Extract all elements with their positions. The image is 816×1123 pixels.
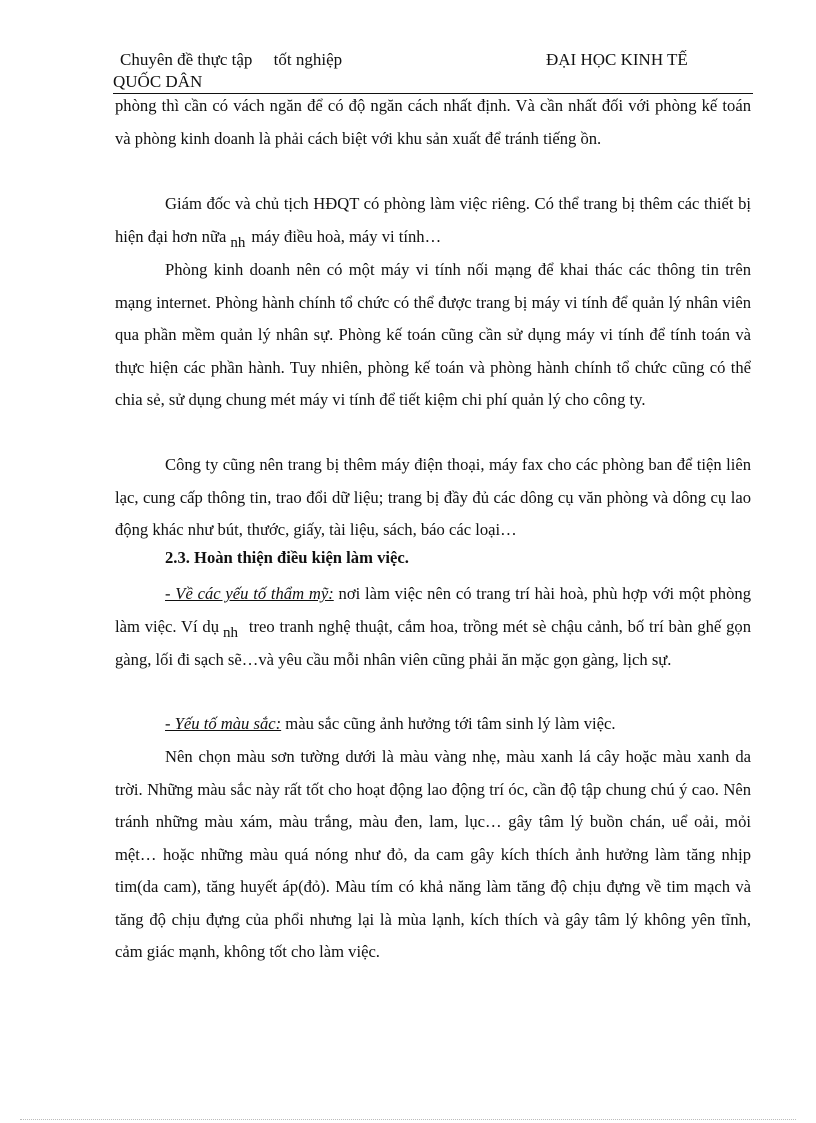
page-bottom-divider bbox=[20, 1119, 796, 1120]
paragraph-2-subscript: nh bbox=[230, 234, 246, 251]
paragraph-6 bbox=[115, 708, 751, 741]
paragraph-7: Nên chọn màu sơn tường dưới là màu vàng nhẹ, màu xanh lá cây hoặc màu xanh da trời. Những màu sắc này rất tốt cho hoạt động lao động trí óc, cần độ tập chung chú ý cao. Nên tránh những màu xám, màu trắng, màu đen, lam, lục… gây tâm lý buồn chán, uể oải, mỏi mệt… hoặc những màu quá nóng như đỏ, da cam gây kích thích ảnh hưởng làm tăng nhịp tim(da cam), tăng huyết áp(đỏ). Màu tím có khả năng làm tăng độ chịu đựng về tim mạch và tăng độ chịu đựng của phổi nhưng lại là mùa lạnh, kích thích và gây tâm lý không yên tĩnh, cảm giác mạnh, không tốt cho làm việc. bbox=[115, 747, 751, 961]
section-heading: 2.3. Hoàn thiện điều kiện làm việc. bbox=[165, 548, 409, 567]
paragraph-4: Công ty cũng nên trang bị thêm máy điện thoại, máy fax cho các phòng ban để tiện liên lạc, cung cấp thông tin, trao đổi dữ liệu; trang bị đầy đủ các dông cụ văn phòng và dông cụ lao động khác như bút, thước, giấy, tài liệu, sách, báo các loại… bbox=[115, 455, 751, 539]
paragraph-5-label: - Về các yếu tố thẩm mỹ: bbox=[165, 584, 334, 603]
paragraph-5-text-b: treo tranh nghệ thuật, cắm hoa, trồng mét sè chậu cảnh, bố trí bàn ghế gọn gàng, lối đi sạch sẽ…và yêu cầu mỗi nhân viên cũng phải ăn mặc gọn gàng, lịch sự. bbox=[115, 616, 751, 669]
header-left-line2: QUỐC DÂN bbox=[113, 72, 203, 91]
paragraph-3: Phòng kinh doanh nên có một máy vi tính nối mạng để khai thác các thông tin trên mạng internet. Phòng hành chính tổ chức có thể được trang bị máy vi tính để quản lý nhân viên qua phần mềm quản lý nhân sự. Phòng kế toán cũng cần sử dụng máy vi tính để tính toán và thực hiện các phần hành. Tuy nhiên, phòng kế toán và phòng hành chính tổ chức cũng có thể chia sẻ, sử dụng chung mét máy vi tính để tiết kiệm chi phí quản lý cho công ty. bbox=[115, 260, 751, 409]
paragraph-1: phòng thì cần có vách ngăn để có độ ngăn cách nhất định. Và cần nhất đối với phòng kế toán và phòng kinh doanh là phải cách biệt với khu sản xuất để tránh tiếng ồn. bbox=[115, 96, 751, 148]
paragraph-2 bbox=[115, 188, 751, 254]
paragraph-5-subscript: nh bbox=[223, 624, 239, 641]
header-right: ĐẠI HỌC KINH TẾ bbox=[546, 50, 688, 69]
paragraph-2-text-a: Giám đốc và chủ tịch HĐQT có phòng làm việc riêng. Có thể trang bị thêm các thiết bị hiện đại hơn nữa bbox=[115, 194, 751, 246]
paragraph-2-text-b: máy điều hoà, máy vi tính… bbox=[251, 226, 442, 246]
paragraph-6-text: màu sắc cũng ảnh hưởng tới tâm sinh lý làm việc. bbox=[285, 714, 616, 733]
paragraph-5 bbox=[115, 578, 751, 677]
paragraph-5-text-a: nơi làm việc nên có trang trí hài hoà, phù hợp với một phòng làm việc. Ví dụ bbox=[115, 584, 751, 636]
header-left: Chuyên đề thực tập tốt nghiệp bbox=[120, 50, 343, 69]
paragraph-6-label: - Yếu tố màu sắc: bbox=[165, 714, 282, 733]
